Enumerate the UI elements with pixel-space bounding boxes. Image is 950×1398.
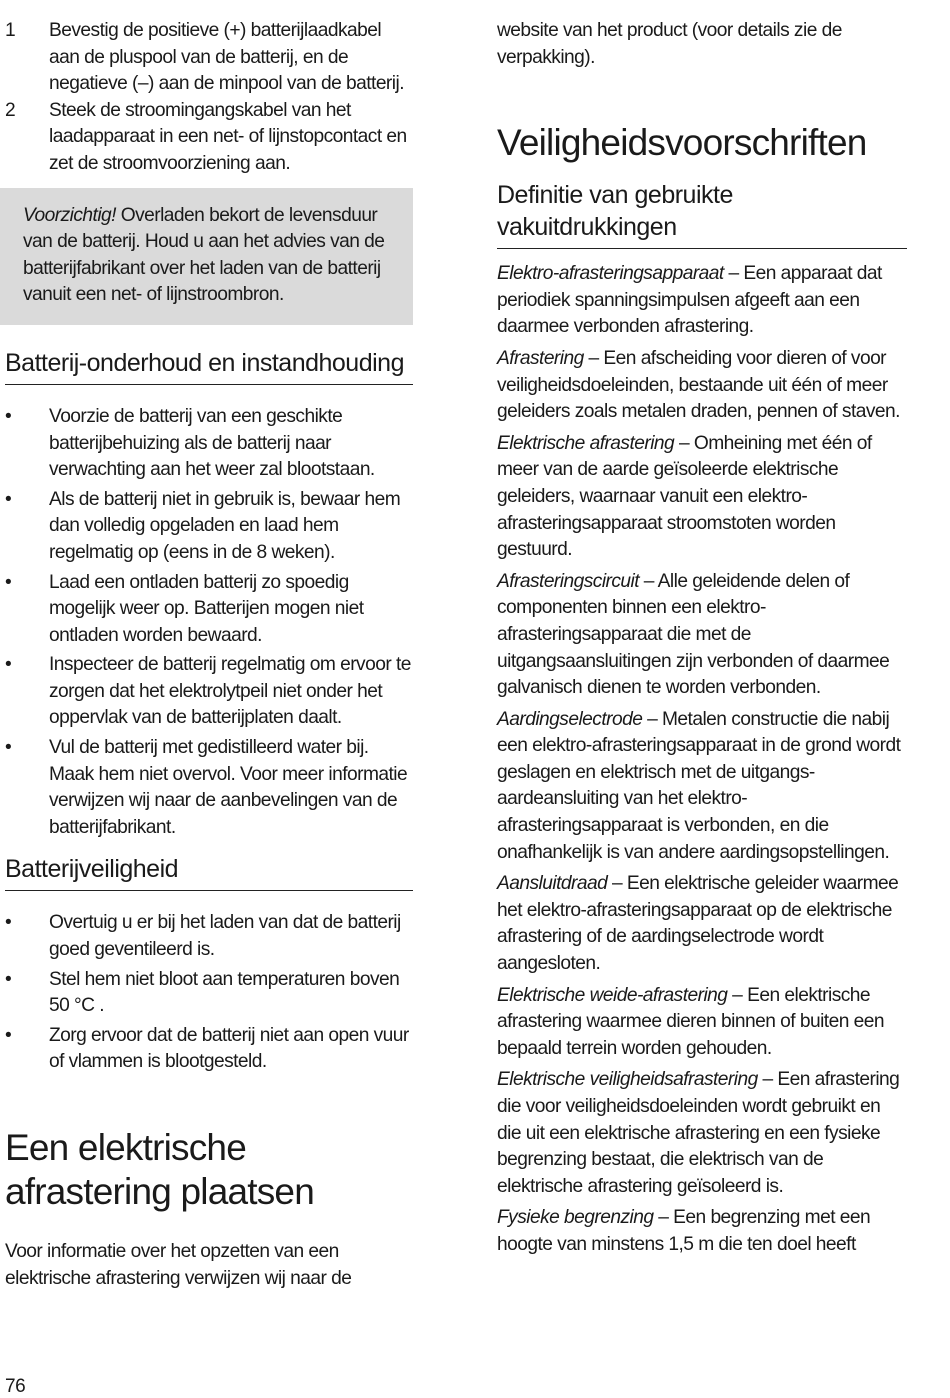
definition-item: [497, 431, 907, 564]
definition-term: Elektrische veiligheidsafrastering: [497, 1069, 758, 1091]
right-column: [497, 18, 907, 1259]
step-text: Steek de stroomingangskabel van het laadapparaat in een net- of lijnstopcontact en zet de stroomvoorziening aan.: [49, 99, 407, 174]
definition-term: Elektro-afrasteringsapparaat: [497, 263, 724, 285]
list-item: • Voorzie de batterij van een geschikte batterijbehuizing als de batterij naar verwachting aan het weer zal blootstaan.: [5, 404, 413, 484]
fence-heading: Een elektrische afrastering plaatsen: [5, 1127, 314, 1212]
fence-paragraph: Voor informatie over het opzetten van een elektrische afrastering verwijzen wij naar de: [5, 1241, 352, 1289]
definition-text: – Een begrenzing met een hoogte van minstens 1,5 m die ten doel heeft: [497, 1207, 871, 1255]
caution-text: Overladen bekort de levensduur van de batterij. Houd u aan het advies van de batterijfabrikant over het laden van de batterij vanuit een net- of lijnstroombron.: [23, 204, 385, 306]
definition-item: [497, 983, 907, 1063]
step-number: 1: [5, 20, 16, 41]
definition-term: Aardingselectrode: [497, 708, 643, 730]
definitions-list: [497, 261, 907, 1258]
definition-term: Elektrische weide-afrastering: [497, 984, 728, 1006]
numbered-step: [5, 98, 413, 178]
definition-item: [497, 871, 907, 977]
definition-item: [497, 1205, 907, 1258]
list-item: • Laad een ontladen batterij zo spoedig mogelijk weer op. Batterijen mogen niet ontladen worden bewaard.: [5, 570, 413, 650]
definition-text: – Een afrastering die voor veiligheidsdoeleinden wordt gebruikt en die uit een elektrische afrastering en een fysieke begrenzing bestaat, die elektrisch van de elektrische afrastering geïsoleerd is.: [497, 1069, 900, 1197]
definition-item: [497, 261, 907, 341]
maintenance-list: [5, 404, 413, 842]
list-item: • Stel hem niet bloot aan temperaturen boven 50 °C .: [5, 967, 413, 1020]
definition-text: – Een elektrische geleider waarmee het elektro-afrasteringsapparaat op de elektrische afrastering of de aardingselectrode wordt aangesloten.: [497, 873, 899, 975]
maintenance-heading: Batterij-onderhoud en instandhouding: [5, 347, 413, 385]
step-number: 2: [5, 99, 16, 121]
definition-term: Afrastering: [497, 347, 584, 369]
safety-list: [5, 910, 413, 1076]
safety-regulations-heading: Veiligheidsvoorschriften: [497, 122, 867, 164]
page-number: 76: [5, 1376, 26, 1397]
battery-safety-heading: Batterijveiligheid: [5, 853, 413, 891]
list-item: • Overtuig u er bij het laden van dat de batterij goed geventileerd is.: [5, 910, 413, 963]
caution-label: Voorzichtig!: [23, 204, 116, 226]
list-item: • Inspecteer de batterij regelmatig om ervoor te zorgen dat het elektrolytpeil niet onder het oppervlak van de batterijplaten daalt.: [5, 652, 413, 732]
definitions-heading: Definitie van gebruikte vakuitdrukkingen: [497, 179, 907, 249]
definition-term: Fysieke begrenzing: [497, 1207, 654, 1229]
definition-text: – Een afscheiding voor dieren of voor veiligheidsdoeleinden, bestaande uit één of meer geleiders zoals metalen draden, pennen of staven.: [497, 347, 900, 423]
list-item: • Zorg ervoor dat de batterij niet aan open vuur of vlammen is blootgesteld.: [5, 1023, 413, 1076]
definition-term: Elektrische afrastering: [497, 432, 675, 454]
definition-text: – Een elektrische afrastering waarmee dieren binnen of buiten een bepaald terrein worden gehouden.: [497, 984, 884, 1059]
definition-text: – Omheining met één of meer van de aarde geïsoleerde elektrische geleiders, waarnaar vanuit een elektro-afrasteringsapparaat stroomstoten worden gestuurd.: [497, 432, 872, 561]
list-item: • Als de batterij niet in gebruik is, bewaar hem dan volledig opgeladen en laad hem regelmatig op (eens in de 8 weken).: [5, 487, 413, 567]
definition-text: – Metalen constructie die nabij een elektro-afrasteringsapparaat in de grond wordt geslagen en elektrisch met de uitgangs-aardeansluiting van het elektro-afrasteringsapparaat is verbonden, en die onafhankelijk is van andere aardingsopstellingen.: [497, 708, 901, 863]
numbered-step: [5, 18, 413, 98]
continued-paragraph: website van het product (voor details zie de verpakking).: [497, 20, 842, 68]
definition-term: Afrasteringscircuit: [497, 570, 640, 592]
step-text: Bevestig de positieve (+) batterijlaadkabel aan de pluspool van de batterij, en de negatieve (–) aan de minpool van de batterij.: [49, 20, 404, 95]
definition-item: [497, 1067, 907, 1200]
list-item: • Vul de batterij met gedistilleerd water bij. Maak hem niet overvol. Voor meer informatie verwijzen wij naar de aanbevelingen van de batterijfabrikant.: [5, 735, 413, 841]
caution-box: [0, 188, 413, 325]
definition-text: – Alle geleidende delen of componenten binnen een elektro-afrasteringsapparaat die met de uitgangsaansluitingen zijn verbonden of daarmee galvanisch dienen te worden verbonden.: [497, 570, 890, 699]
definition-item: [497, 707, 907, 867]
left-column: [5, 18, 413, 1292]
definition-text: – Een apparaat dat periodiek spanningsimpulsen afgeeft aan een daarmee verbonden afrastering.: [497, 263, 882, 338]
definition-term: Aansluitdraad: [497, 873, 608, 895]
definition-item: [497, 346, 907, 426]
definition-item: [497, 569, 907, 702]
